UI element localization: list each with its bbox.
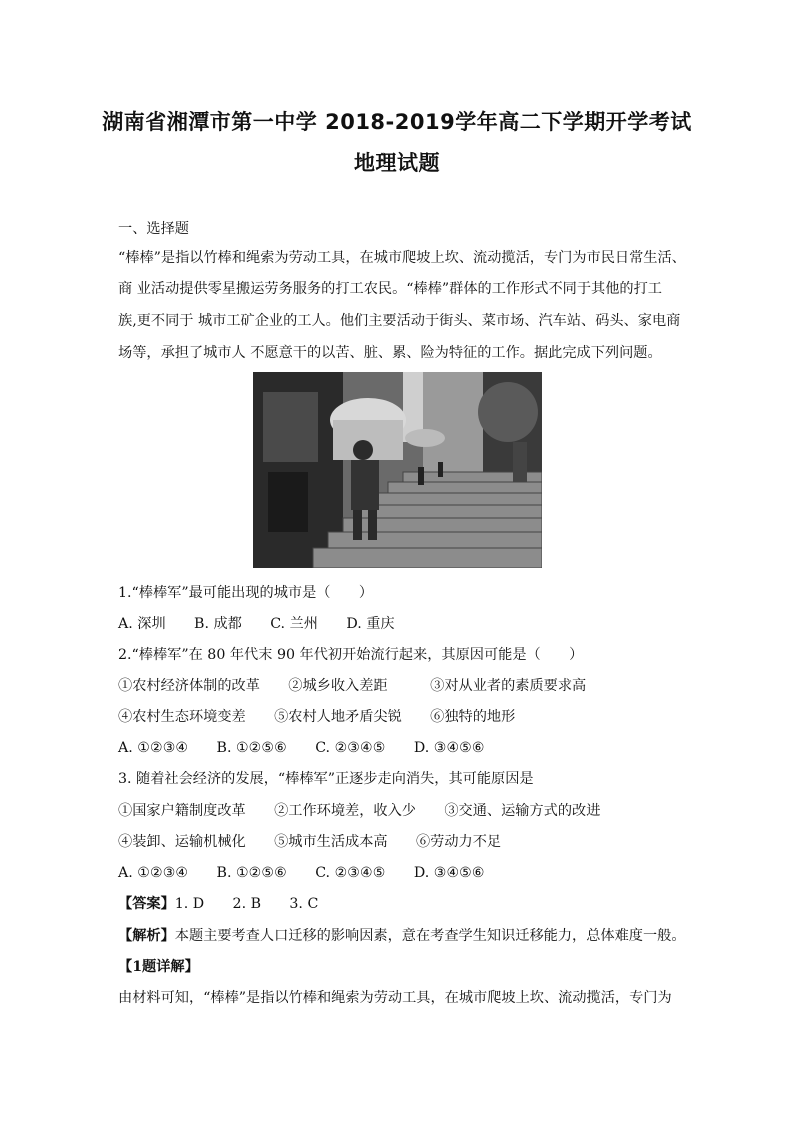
porter-photo bbox=[253, 372, 542, 568]
question-2-items-2: ④农村生态环境变差 ⑤农村人地矛盾尖锐 ⑥独特的地形 bbox=[118, 709, 516, 725]
detail-text: 由材料可知，“棒棒”是指以竹棒和绳索为劳动工具，在城市爬坡上坎、流动揽活，专门为 bbox=[118, 990, 672, 1006]
answer-label: 【答案】 bbox=[118, 896, 175, 912]
material-line-3: 族,更不同于 城市工矿企业的工人。他们主要活动于街头、菜市场、汽车站、码头、家电商 bbox=[118, 313, 681, 329]
question-2-items-1: ①农村经济体制的改革 ②城乡收入差距 ③对从业者的素质要求高 bbox=[118, 678, 587, 694]
material-line-4: 场等，承担了城市人 不愿意干的以苦、脏、累、险为特征的工作。据此完成下列问题。 bbox=[118, 345, 662, 361]
answer-line bbox=[118, 893, 318, 913]
question-1-stem: 1.“棒棒军”最可能出现的城市是（ ） bbox=[118, 585, 374, 601]
question-1-options: A. 深圳 B. 成都 C. 兰州 D. 重庆 bbox=[118, 616, 395, 632]
document-subtitle: 地理试题 bbox=[354, 151, 440, 175]
question-2-stem: 2.“棒棒军”在 80 年代末 90 年代初开始流行起来，其原因可能是（ ） bbox=[118, 647, 584, 663]
question-3-items-1: ①国家户籍制度改革 ②工作环境差，收入少 ③交通、运输方式的改进 bbox=[118, 803, 601, 819]
answer-value: 1. D 2. B 3. C bbox=[174, 896, 319, 912]
question-3-stem: 3. 随着社会经济的发展，“棒棒军”正逐步走向消失，其可能原因是 bbox=[118, 771, 534, 787]
section-heading: 一、选择题 bbox=[118, 221, 189, 237]
detail-heading: 【1题详解】 bbox=[118, 959, 199, 975]
question-3-options: A. ①②③④ B. ①②⑤⑥ C. ②③④⑤ D. ③④⑤⑥ bbox=[118, 865, 485, 881]
material-line-1: “棒棒”是指以竹棒和绳索为劳动工具，在城市爬坡上坎、流动揽活，专门为市民日常生活、 bbox=[118, 250, 686, 266]
material-line-2: 商 业活动提供零星搬运劳务服务的打工农民。“棒棒”群体的工作形式不同于其他的打工 bbox=[118, 281, 662, 297]
analysis-label: 【解析】 bbox=[118, 928, 175, 944]
document-title: 湖南省湘潭市第一中学 2018-2019学年高二下学期开学考试 bbox=[102, 110, 692, 134]
analysis-line bbox=[118, 925, 686, 945]
question-2-options: A. ①②③④ B. ①②⑤⑥ C. ②③④⑤ D. ③④⑤⑥ bbox=[118, 740, 485, 756]
analysis-value: 本题主要考查人口迁移的影响因素，意在考查学生知识迁移能力，总体难度一般。 bbox=[174, 928, 686, 944]
question-3-items-2: ④装卸、运输机械化 ⑤城市生活成本高 ⑥劳动力不足 bbox=[118, 834, 502, 850]
